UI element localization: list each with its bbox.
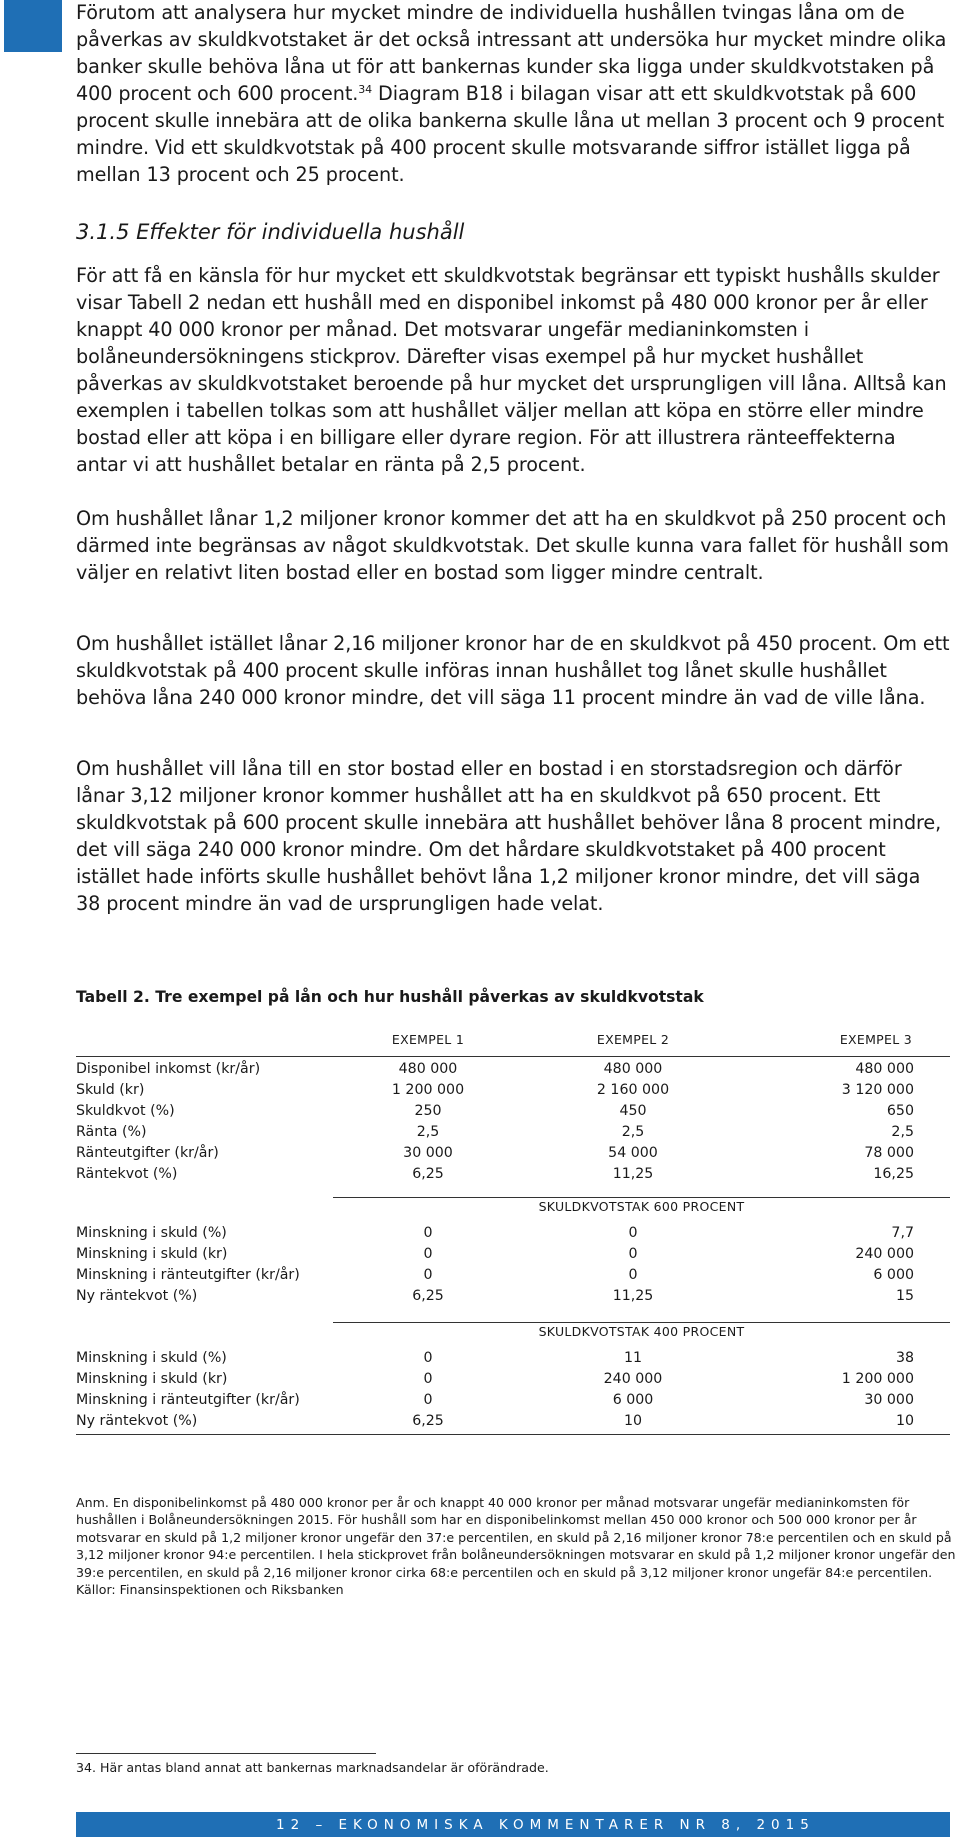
cell-value: 10 [895, 1413, 914, 1429]
cell-value: 78 000 [864, 1145, 914, 1161]
row-label: Skuldkvot (%) [76, 1103, 175, 1119]
table-row [76, 1244, 950, 1265]
row-label: Ränta (%) [76, 1124, 147, 1140]
cell-value: 480 000 [855, 1061, 914, 1077]
table-row [76, 1411, 950, 1432]
row-label: Räntekvot (%) [76, 1166, 178, 1182]
cell-value: 54 000 [608, 1145, 658, 1161]
cell-value: 7,7 [891, 1225, 914, 1241]
cell-value: 0 [423, 1225, 433, 1241]
table-row [76, 1348, 950, 1369]
cell-value: 0 [628, 1246, 638, 1262]
cell-value: 650 [886, 1103, 914, 1119]
row-label: Minskning i skuld (%) [76, 1225, 227, 1241]
paragraph-4: Om hushållet istället lånar 2,16 miljoner kronor har de en skuldkvot på 450 procent. Om ett skuldkvotstak på 400 procent skulle införas innan hushållet tog lånet skulle hushållet behöva låna 240 000 kronor mindre, det vill säga 11 procent mindre än vad de ville låna. [76, 632, 950, 709]
row-label: Disponibel inkomst (kr/år) [76, 1061, 261, 1077]
cell-value: 1 200 000 [391, 1082, 465, 1098]
cell-value: 15 [895, 1288, 914, 1304]
table-row [76, 1369, 950, 1390]
section-heading: 3.1.5 Effekter för individuella hushåll [76, 220, 465, 244]
cell-value: 240 000 [603, 1371, 663, 1387]
table-row [76, 1143, 950, 1164]
note-text: Anm. En disponibelinkomst på 480 000 kronor per år och knappt 40 000 kronor per månad motsvarar ungefär medianinkomsten för hushållen i Bolåneundersökningen 2015. För hushåll som har en disponibelinkomst mellan 450 000 kronor och 500 000 kronor per år motsvarar en skuld på 1,2 miljoner kronor ungefär den 37:e percentilen, en skuld på 2,16 miljoner kronor 78:e percentilen och en skuld på 3,12 miljoner kronor 94:e percentilen. I hela stickprovet från bolåneundersökningen motsvarar en skuld på 1,2 miljoner kronor ungefär den 39:e percentilen, en skuld på 2,16 miljoner kronor cirka 68:e percentilen och en skuld på 3,12 miljoner kronor ungefär 84:e percentilen. [76, 1495, 956, 1580]
footnote-ref[interactable]: 34 [358, 83, 373, 96]
paragraph-3: Om hushållet lånar 1,2 miljoner kronor kommer det att ha en skuldkvot på 250 procent och därmed inte begränsas av något skuldkvotstak. Det skulle kunna vara fallet för hushåll som väljer en relativt liten bostad eller en bostad som ligger mindre centralt. [76, 507, 949, 584]
cell-value: 480 000 [603, 1061, 663, 1077]
cell-value: 1 200 000 [841, 1371, 914, 1387]
cell-value: 250 [414, 1103, 442, 1119]
cell-value: 11,25 [612, 1166, 654, 1182]
footnote-34: 34. Här antas bland annat att bankernas marknadsandelar är oförändrade. [76, 1760, 549, 1775]
table-note [76, 1494, 956, 1598]
cell-value: 6,25 [412, 1288, 444, 1304]
cell-value: 2,5 [416, 1124, 440, 1140]
table-top-rule [76, 1056, 950, 1057]
cell-value: 480 000 [398, 1061, 458, 1077]
row-label: Ränteutgifter (kr/år) [76, 1145, 219, 1161]
row-label: Ny räntekvot (%) [76, 1288, 198, 1304]
cell-value: 0 [628, 1267, 638, 1283]
page-footer: 12 – EKONOMISKA KOMMENTARER NR 8, 2015 [76, 1812, 950, 1837]
cell-value: 10 [623, 1413, 643, 1429]
cell-value: 6,25 [412, 1166, 444, 1182]
row-label: Ny räntekvot (%) [76, 1413, 198, 1429]
table-row [76, 1080, 950, 1101]
cell-value: 0 [423, 1267, 433, 1283]
cell-value: 6,25 [412, 1413, 444, 1429]
band-label-400: SKULDKVOTSTAK 400 PROCENT [538, 1324, 745, 1339]
row-label: Minskning i skuld (%) [76, 1350, 227, 1366]
cell-value: 38 [895, 1350, 914, 1366]
band-rule-400 [333, 1322, 950, 1323]
column-header-2: EXEMPEL 2 [596, 1032, 670, 1047]
cell-value: 2,5 [621, 1124, 645, 1140]
cell-value: 3 120 000 [841, 1082, 914, 1098]
table-row [76, 1101, 950, 1122]
table-title: Tabell 2. Tre exempel på lån och hur hushåll påverkas av skuldkvotstak [76, 988, 704, 1006]
table-row [76, 1164, 950, 1185]
cell-value: 11,25 [612, 1288, 654, 1304]
cell-value: 6 000 [612, 1392, 654, 1408]
table-row [76, 1059, 950, 1080]
cell-value: 11 [623, 1350, 643, 1366]
cell-value: 0 [628, 1225, 638, 1241]
row-label: Minskning i skuld (kr) [76, 1246, 228, 1262]
row-label: Minskning i ränteutgifter (kr/år) [76, 1392, 300, 1408]
paragraph-2: För att få en känsla för hur mycket ett skuldkvotstak begränsar ett typiskt hushålls skulder visar Tabell 2 nedan ett hushåll med en disponibel inkomst på 480 000 kronor per år eller knappt 40 000 kronor per månad. Det motsvarar ungefär medianinkomsten i bolåneundersökningens stickprov. Därefter visas exempel på hur mycket hushållet påverkas av skuldkvotstaket beroende på hur mycket det ursprungligen vill låna. Alltså kan exemplen i tabellen tolkas som att hushållet väljer mellan att köpa en större eller mindre bostad eller att köpa i en billigare eller dyrare region. För att illustrera ränteeffekterna antar vi att hushållet betalar en ränta på 2,5 procent. [76, 264, 947, 476]
table-row [76, 1390, 950, 1411]
row-label: Skuld (kr) [76, 1082, 145, 1098]
band-label-600: SKULDKVOTSTAK 600 PROCENT [538, 1199, 745, 1214]
cell-value: 6 000 [873, 1267, 914, 1283]
row-label: Minskning i skuld (kr) [76, 1371, 228, 1387]
table-section-2 [76, 1223, 950, 1307]
table-row [76, 1122, 950, 1143]
table-section-1 [76, 1059, 950, 1185]
cell-value: 0 [423, 1371, 433, 1387]
cell-value: 0 [423, 1392, 433, 1408]
band-rule-600 [333, 1197, 950, 1198]
cell-value: 0 [423, 1350, 433, 1366]
footnote-divider [76, 1753, 376, 1754]
paragraph-intro: Förutom att analysera hur mycket mindre de individuella hushållen tvingas låna om de påverkas av skuldkvotstaket är det också intressant att undersöka hur mycket mindre olika banker skulle behöva låna ut för att bankernas kunder ska ligga under skuldkvotstaken på 400 procent och 600 procent.$^{34}$ Diagram B18 i bilagan visar att ett skuldkvotstak på 600 procent skulle innebära att de olika bankerna skulle låna ut mellan 3 procent och 9 procent mindre. Vid ett skuldkvotstak på 400 procent skulle motsvarande siffror istället ligga på mellan 13 procent och 25 procent. [76, 1, 947, 186]
cell-value: 30 000 [864, 1392, 914, 1408]
table-row [76, 1265, 950, 1286]
note-source: Källor: Finansinspektionen och Riksbanken [76, 1582, 344, 1598]
table-row [76, 1286, 950, 1307]
column-header-3: EXEMPEL 3 [839, 1032, 912, 1047]
cell-value: 30 000 [403, 1145, 453, 1161]
paragraph-5: Om hushållet vill låna till en stor bostad eller en bostad i en storstadsregion och därför lånar 3,12 miljoner kronor kommer hushållet att ha en skuldkvot på 650 procent. Ett skuldkvotstak på 600 procent skulle innebära att hushållet behöver låna 8 procent mindre, det vill säga 240 000 kronor mindre. Om det hårdare skuldkvotstaket på 400 procent istället hade införts skulle hushållet behövt låna 1,2 miljoner kronor mindre, det vill säga 38 procent mindre än vad de ursprungligen hade velat. [76, 757, 942, 915]
cell-value: 16,25 [873, 1166, 914, 1182]
table-bottom-rule [76, 1434, 950, 1435]
row-label: Minskning i ränteutgifter (kr/år) [76, 1267, 300, 1283]
column-header-1: EXEMPEL 1 [391, 1032, 465, 1047]
cell-value: 240 000 [855, 1246, 914, 1262]
table-row [76, 1223, 950, 1244]
cell-value: 0 [423, 1246, 433, 1262]
table-section-3 [76, 1348, 950, 1432]
corner-accent-square [4, 0, 62, 52]
cell-value: 2 160 000 [596, 1082, 670, 1098]
cell-value: 2,5 [891, 1124, 914, 1140]
cell-value: 450 [619, 1103, 647, 1119]
